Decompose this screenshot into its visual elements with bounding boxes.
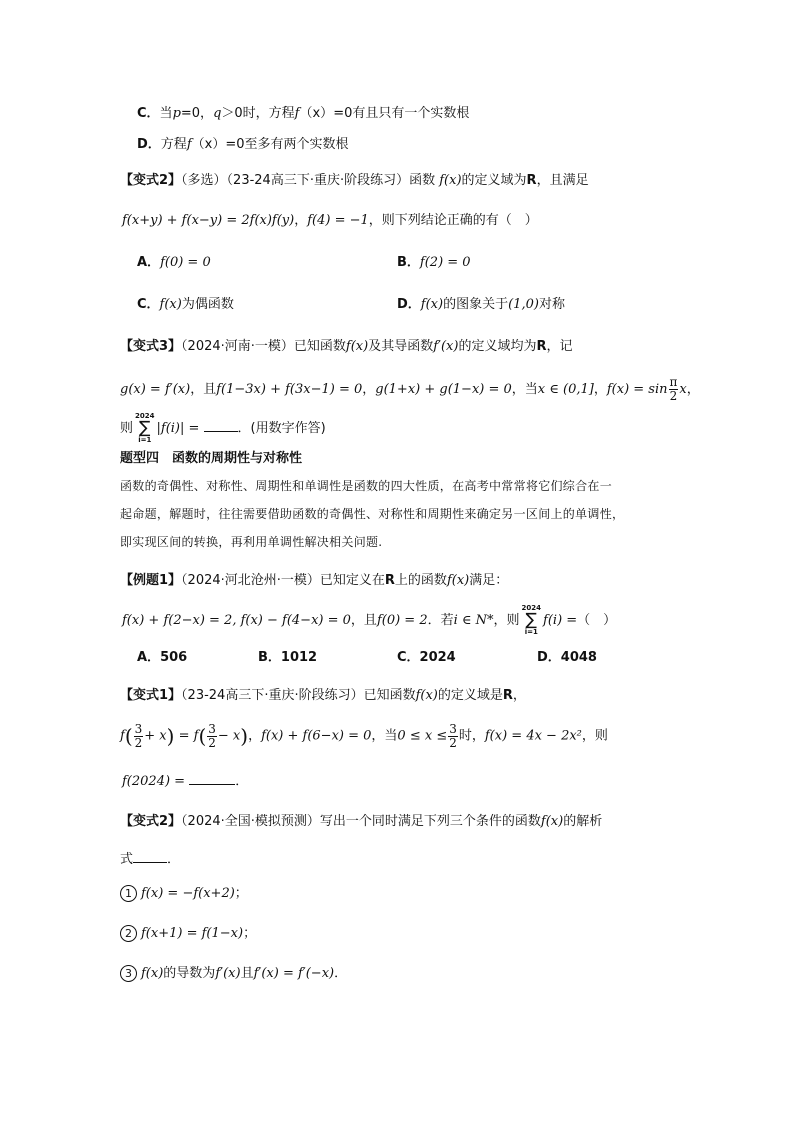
answer-blank[interactable] bbox=[133, 848, 167, 863]
variant2-multi-header: 【变式2】（多选）（23-24高三下·重庆·阶段练习）函数 f(x)的定义域为R，且满足 bbox=[120, 173, 589, 188]
summation-sign: 2024 ∑ i=1 bbox=[521, 604, 542, 636]
example1-conditions: f(x) + f(2−x) = 2, f(x) − f(4−x) = 0，且f(0) = 2．若i ∈ N*，则 2024 ∑ i=1 f(i) =（ ） bbox=[122, 604, 617, 636]
variant1-question: f(2024) = ． bbox=[122, 770, 248, 792]
variant1-conditions: f( $\frac{3}{2}$ + x) = f( $\frac{3}{2}$ − x)，f(x) + f(6−x) = 0，当0 ≤ x ≤ $\frac{3}{2}$ 时，f(x) = 4x − 2x²，则 bbox=[120, 721, 608, 750]
option-c-line: C．当p=0，q＞0时，方程f（x）=0有且只有一个实数根 bbox=[137, 106, 470, 121]
example1-header: 【例题1】（2024·河北沧州·一模）已知定义在R上的函数f(x)满足： bbox=[120, 573, 509, 588]
example1-option-a: A．506 bbox=[137, 650, 188, 665]
condition-1: 1 f(x) = −f(x+2)； bbox=[120, 884, 248, 904]
variant2-option-d: D．f(x)的图象关于(1,0)对称 bbox=[397, 297, 565, 312]
variant3-conditions: g(x) = f′(x)，且f(1−3x) + f(3x−1) = 0，g(1+x) + g(1−x) = 0，当x ∈ (0,1]，f(x) = sin $\frac{\pi}{2}$ x， bbox=[120, 375, 700, 403]
variant1-header: 【变式1】（23-24高三下·重庆·阶段练习）已知函数f(x)的定义域是R， bbox=[120, 688, 526, 703]
example1-option-c: C．2024 bbox=[397, 650, 456, 665]
section-desc-line-2: 起命题，解题时，往往需要借助函数的奇偶性、对称性和周期性来确定另一区间上的单调性， bbox=[120, 507, 625, 521]
condition-3: 3 f(x)的导数为f′(x)且f′(x) = f′(−x)． bbox=[120, 964, 347, 984]
section-title: 题型四 函数的周期性与对称性 bbox=[120, 451, 303, 466]
variant2-option-c: C．f(x)为偶函数 bbox=[137, 297, 234, 312]
option-d-line: D．方程f（x）=0至多有两个实数根 bbox=[137, 137, 349, 152]
variant2-option-a: A．f(0) = 0 bbox=[137, 255, 211, 270]
example1-option-b: B．1012 bbox=[258, 650, 318, 665]
section-desc-line-1: 函数的奇偶性、对称性、周期性和单调性是函数的四大性质，在高考中常常将它们综合在一 bbox=[120, 479, 613, 493]
variant2-option-b: B．f(2) = 0 bbox=[397, 255, 471, 270]
summation-sign: 2024 ∑ i=1 bbox=[135, 412, 155, 444]
section-desc-line-3: 即实现区间的转换，再利用单调性解决相关问题. bbox=[120, 535, 383, 549]
pi-over-2-fraction: $\frac{\pi}{2}$ bbox=[669, 375, 678, 403]
variant3-header: 【变式3】（2024·河南·一模）已知函数f(x)及其导函数f′(x)的定义域均为R，记 bbox=[120, 339, 573, 354]
condition-2: 2 f(x+1) = f(1−x)； bbox=[120, 924, 256, 944]
variant2-write-header: 【变式2】（2024·全国·模拟预测）写出一个同时满足下列三个条件的函数f(x)的解析 bbox=[120, 814, 603, 829]
example1-option-d: D．4048 bbox=[537, 650, 597, 665]
variant2-write-line2: 式 ． bbox=[120, 848, 180, 870]
answer-blank[interactable] bbox=[204, 417, 238, 432]
variant3-sum-line: 则 2024 ∑ i=1 |f(i)| = ．(用数字作答) bbox=[120, 412, 326, 444]
answer-blank[interactable] bbox=[189, 770, 235, 785]
variant2-multi-equation: f(x+y) + f(x−y) = 2f(x)f(y)，f(4) = −1，则下列结论正确的有（ ） bbox=[122, 213, 538, 228]
